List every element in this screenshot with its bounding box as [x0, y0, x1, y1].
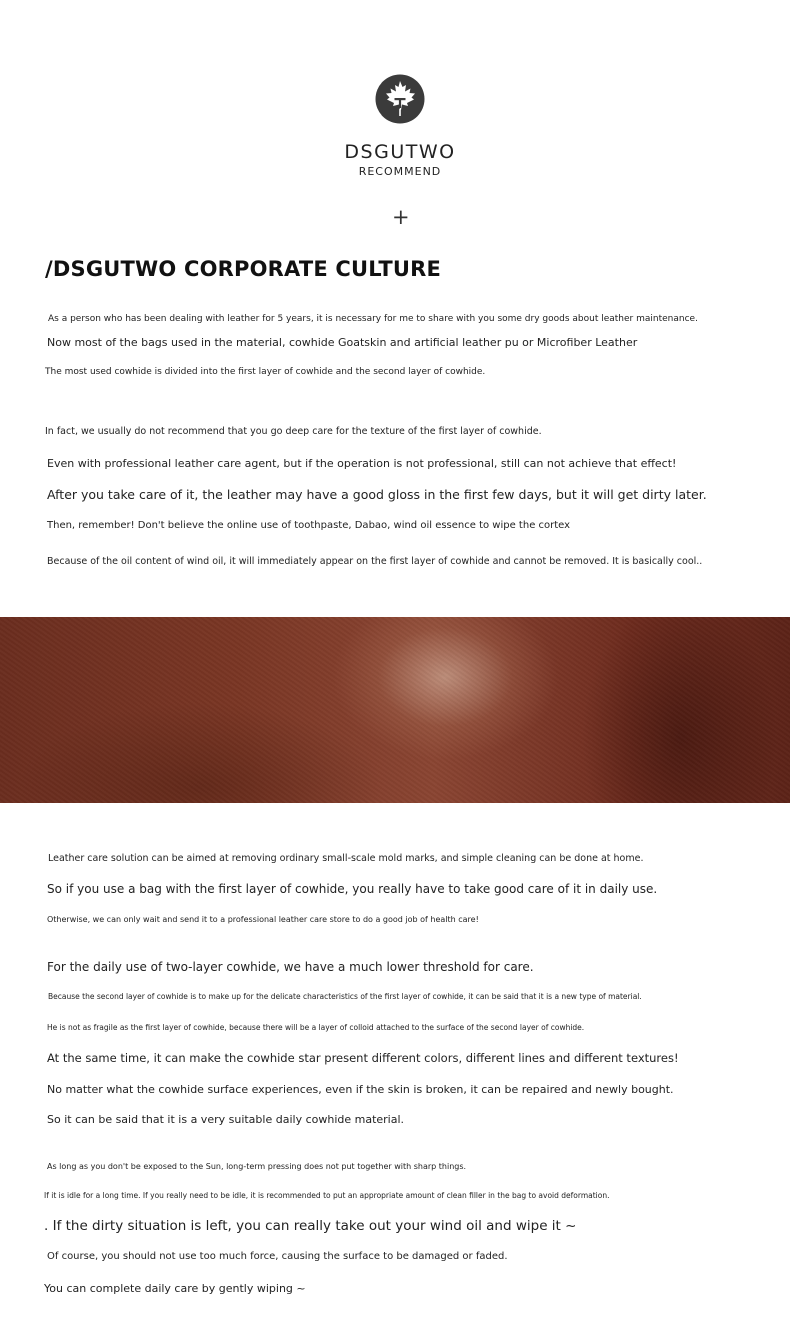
plus-icon: + — [392, 205, 410, 229]
maple-leaf-logo-icon — [375, 74, 425, 124]
paragraph-line: The most used cowhide is divided into the first layer of cowhide and the second layer of cowhide. — [45, 367, 486, 377]
paragraph-line: At the same time, it can make the cowhide star present different colors, different lines and different textures! — [47, 1051, 679, 1065]
brand-subtitle: RECOMMEND — [358, 165, 442, 178]
paragraph-line: So if you use a bag with the first layer of cowhide, you really have to take good care of it in daily use. — [47, 882, 658, 896]
paragraph-line: Even with professional leather care agent, but if the operation is not professional, still can not achieve that effect! — [47, 457, 677, 470]
page-title: /DSGUTWO CORPORATE CULTURE — [45, 257, 442, 281]
paragraph-line: You can complete daily care by gently wiping ~ — [44, 1282, 306, 1295]
brand-name: DSGUTWO — [344, 141, 456, 163]
paragraph-line: In fact, we usually do not recommend that you go deep care for the texture of the first layer of cowhide. — [45, 426, 542, 437]
paragraph-line: Then, remember! Don't believe the online use of toothpaste, Dabao, wind oil essence to wipe the cortex — [47, 520, 571, 531]
leather-texture-image — [0, 617, 790, 803]
paragraph-line: He is not as fragile as the first layer of cowhide, because there will be a layer of colloid attached to the surface of the second layer of cowhide. — [47, 1023, 585, 1032]
paragraph-line: . If the dirty situation is left, you can really take out your wind oil and wipe it ~ — [44, 1218, 577, 1234]
paragraph-line: So it can be said that it is a very suitable daily cowhide material. — [47, 1113, 405, 1126]
paragraph-line: No matter what the cowhide surface experiences, even if the skin is broken, it can be repaired and newly bought. — [47, 1083, 674, 1096]
paragraph-line: Otherwise, we can only wait and send it to a professional leather care store to do a good job of health care! — [47, 915, 479, 924]
paragraph-line: As a person who has been dealing with leather for 5 years, it is necessary for me to share with you some dry goods about leather maintenance. — [48, 314, 698, 324]
paragraph-line: Because the second layer of cowhide is to make up for the delicate characteristics of the first layer of cowhide, it can be said that it is a new type of material. — [48, 992, 642, 1001]
paragraph-line: After you take care of it, the leather may have a good gloss in the first few days, but it will get dirty later. — [47, 487, 707, 502]
paragraph-line: Now most of the bags used in the material, cowhide Goatskin and artificial leather pu or Microfiber Leather — [47, 336, 638, 349]
paragraph-line: For the daily use of two-layer cowhide, we have a much lower threshold for care. — [47, 960, 534, 974]
paragraph-line: If it is idle for a long time. If you really need to be idle, it is recommended to put an appropriate amount of clean filler in the bag to avoid deformation. — [44, 1191, 610, 1200]
paragraph-line: Of course, you should not use too much force, causing the surface to be damaged or faded. — [47, 1251, 508, 1262]
paragraph-line: Because of the oil content of wind oil, it will immediately appear on the first layer of cowhide and cannot be removed. It is basically cool.. — [47, 556, 703, 567]
paragraph-line: Leather care solution can be aimed at removing ordinary small-scale mold marks, and simple cleaning can be done at home. — [48, 853, 644, 864]
paragraph-line: As long as you don't be exposed to the Sun, long-term pressing does not put together with sharp things. — [47, 1162, 467, 1171]
